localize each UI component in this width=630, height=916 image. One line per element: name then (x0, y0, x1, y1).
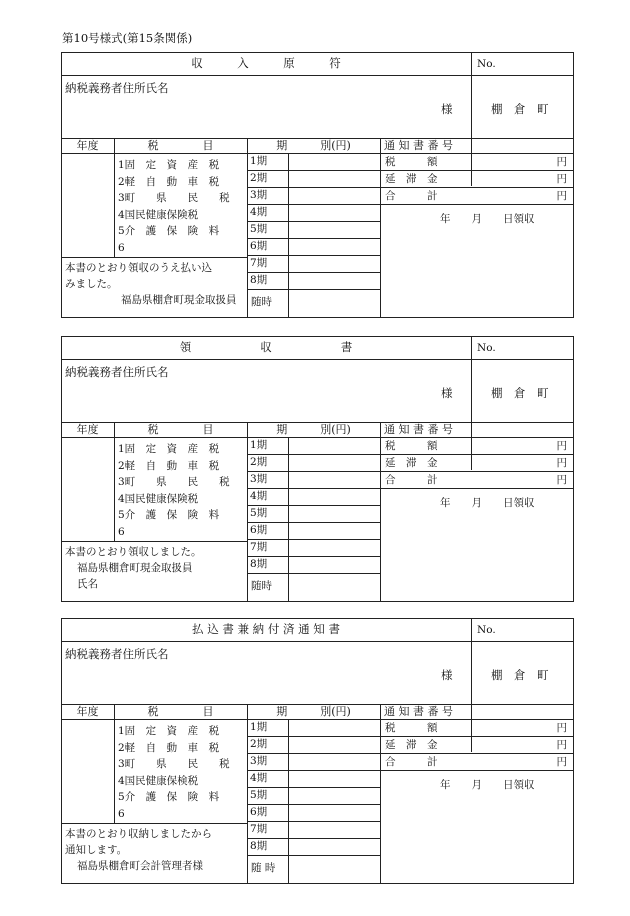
rule-horizontal (61, 317, 574, 318)
rule-vertical (61, 52, 62, 318)
rule-horizontal (61, 541, 247, 542)
yen-unit: 円 (556, 173, 567, 185)
amount-label: 税 額 (385, 722, 438, 734)
header-period: 期 別(円) (276, 139, 351, 152)
receipt-date: 年 月 日領収 (440, 779, 535, 791)
period-random: 随時 (251, 296, 272, 308)
tax-item: 1固 定 資 産 税 (118, 159, 220, 171)
period-label: 8期 (250, 274, 268, 286)
period-label: 8期 (250, 558, 268, 570)
sheet-title: 収 入 原 符 (191, 56, 341, 70)
period-label: 1期 (250, 439, 268, 451)
header-notice-number: 通 知 書 番 号 (384, 705, 453, 718)
rule-vertical (61, 618, 62, 884)
rule-vertical (471, 52, 472, 138)
rule-horizontal (61, 336, 574, 337)
receipt-statement-line: 本書のとおり領収のうえ払い込 (65, 262, 212, 274)
receipt-statement-line: 福島県棚倉町現金取扱員 (77, 562, 193, 574)
tax-item: 1固 定 資 産 税 (118, 443, 220, 455)
tax-item: 6 (118, 807, 125, 820)
period-label: 2期 (250, 456, 268, 468)
town-name: 棚 倉 町 (491, 668, 549, 682)
rule-vertical (114, 437, 115, 541)
tax-item: 1固 定 資 産 税 (118, 725, 220, 737)
header-tax-item: 税 目 (147, 423, 214, 436)
rule-vertical (61, 336, 62, 602)
header-tax-item: 税 目 (147, 139, 214, 152)
rule-horizontal (380, 471, 573, 472)
tax-item: 5介 護 保 険 料 (118, 791, 220, 803)
rule-vertical (471, 336, 472, 422)
rule-horizontal (380, 488, 573, 489)
period-label: 6期 (250, 806, 268, 818)
rule-horizontal (61, 437, 573, 438)
header-period: 期 別(円) (276, 705, 351, 718)
period-label: 2期 (250, 172, 268, 184)
sheet-title: 払 込 書 兼 納 付 済 通 知 書 (192, 622, 340, 636)
tax-item: 2軽 自 動 車 税 (118, 175, 220, 188)
rule-vertical (380, 704, 381, 883)
rule-horizontal (61, 883, 574, 884)
header-year: 年度 (76, 139, 99, 152)
period-label: 5期 (250, 223, 268, 235)
rule-horizontal (380, 454, 573, 455)
rule-horizontal (61, 601, 574, 602)
period-label: 5期 (250, 507, 268, 519)
rule-horizontal (61, 75, 573, 76)
tax-item: 5介 護 保 険 料 (118, 509, 220, 521)
rule-horizontal (247, 573, 380, 574)
yen-unit: 円 (556, 190, 567, 202)
sheet-title: 領 収 書 (179, 340, 353, 354)
period-label: 1期 (250, 155, 268, 167)
receipt-statement-line: 通知します。 (65, 844, 128, 856)
header-period: 期 別(円) (276, 423, 351, 436)
rule-horizontal (61, 618, 574, 619)
form-title: 第10号様式(第15条関係) (62, 31, 193, 45)
rule-vertical (247, 422, 248, 601)
form-sheet (61, 336, 573, 601)
yen-unit: 円 (556, 474, 567, 486)
tax-item: 2軽 自 動 車 税 (118, 459, 220, 472)
yen-unit: 円 (556, 722, 567, 734)
taxpayer-label: 納税義務者住所氏名 (65, 647, 169, 661)
period-label: 4期 (250, 206, 268, 218)
honorific-sama: 様 (441, 386, 453, 400)
yen-unit: 円 (556, 440, 567, 452)
period-label: 3期 (250, 473, 268, 485)
yen-unit: 円 (556, 457, 567, 469)
form-sheet (61, 618, 573, 883)
taxpayer-label: 納税義務者住所氏名 (65, 365, 169, 379)
rule-vertical (573, 336, 574, 602)
rule-vertical (471, 704, 472, 752)
rule-horizontal (380, 187, 573, 188)
receipt-date: 年 月 日領収 (440, 497, 535, 509)
period-label: 4期 (250, 490, 268, 502)
tax-item: 5介 護 保 険 料 (118, 225, 220, 237)
town-name: 棚 倉 町 (491, 386, 549, 400)
rule-horizontal (61, 719, 573, 720)
amount-label: 税 額 (385, 156, 438, 168)
rule-horizontal (61, 153, 573, 154)
rule-vertical (114, 719, 115, 823)
number-label: No. (477, 342, 496, 354)
rule-horizontal (61, 52, 574, 53)
town-name: 棚 倉 町 (491, 102, 549, 116)
tax-item: 2軽 自 動 車 税 (118, 741, 220, 754)
header-year: 年度 (76, 705, 99, 718)
rule-vertical (288, 153, 289, 317)
period-label: 1期 (250, 721, 268, 733)
honorific-sama: 様 (441, 668, 453, 682)
rule-horizontal (61, 641, 573, 642)
amount-label: 延 滞 金 (385, 173, 438, 185)
form-sheet (61, 52, 573, 317)
receipt-statement-line: 福島県棚倉町会計管理者様 (77, 860, 203, 872)
receipt-statement-line: 福島県棚倉町現金取扱員 (121, 294, 237, 306)
rule-vertical (471, 618, 472, 704)
number-label: No. (477, 624, 496, 636)
tax-item: 4国民健康保険税 (118, 492, 199, 505)
rule-horizontal (380, 170, 573, 171)
rule-vertical (247, 138, 248, 317)
honorific-sama: 様 (441, 102, 453, 116)
tax-item: 4国民健康保険税 (118, 208, 199, 221)
yen-unit: 円 (556, 756, 567, 768)
rule-vertical (114, 153, 115, 257)
number-label: No. (477, 58, 496, 70)
rule-horizontal (247, 855, 380, 856)
rule-vertical (380, 422, 381, 601)
rule-horizontal (61, 257, 247, 258)
rule-horizontal (380, 736, 573, 737)
period-label: 6期 (250, 524, 268, 536)
period-label: 3期 (250, 755, 268, 767)
tax-item: 4国民健康保検税 (118, 774, 199, 787)
tax-item: 6 (118, 241, 125, 254)
rule-vertical (573, 618, 574, 884)
period-label: 7期 (250, 257, 268, 269)
period-random: 随時 (251, 580, 272, 592)
rule-horizontal (380, 770, 573, 771)
amount-label: 税 額 (385, 440, 438, 452)
receipt-statement-line: 本書のとおり収納しましたから (65, 828, 212, 840)
period-label: 5期 (250, 789, 268, 801)
amount-label: 合 計 (385, 190, 438, 202)
amount-label: 合 計 (385, 756, 438, 768)
receipt-statement-line: みました。 (65, 278, 118, 290)
rule-horizontal (247, 289, 380, 290)
receipt-date: 年 月 日領収 (440, 213, 535, 225)
period-label: 3期 (250, 189, 268, 201)
amount-label: 延 滞 金 (385, 457, 438, 469)
period-random: 随 時 (251, 862, 276, 874)
header-tax-item: 税 目 (147, 705, 214, 718)
rule-vertical (288, 719, 289, 883)
period-label: 7期 (250, 823, 268, 835)
rule-horizontal (61, 823, 247, 824)
rule-horizontal (380, 753, 573, 754)
rule-vertical (471, 138, 472, 186)
amount-label: 合 計 (385, 474, 438, 486)
tax-item: 3町 県 民 税 (118, 758, 230, 770)
period-label: 6期 (250, 240, 268, 252)
rule-vertical (247, 704, 248, 883)
rule-horizontal (61, 359, 573, 360)
receipt-statement-line: 氏名 (77, 578, 98, 590)
rule-vertical (573, 52, 574, 318)
rule-vertical (471, 422, 472, 470)
rule-horizontal (380, 204, 573, 205)
header-notice-number: 通 知 書 番 号 (384, 423, 453, 436)
yen-unit: 円 (556, 739, 567, 751)
tax-item: 3町 県 民 税 (118, 476, 230, 488)
period-label: 7期 (250, 541, 268, 553)
period-label: 4期 (250, 772, 268, 784)
amount-label: 延 滞 金 (385, 739, 438, 751)
rule-vertical (380, 138, 381, 317)
header-year: 年度 (76, 423, 99, 436)
period-label: 8期 (250, 840, 268, 852)
tax-item: 3町 県 民 税 (118, 192, 230, 204)
rule-vertical (288, 437, 289, 601)
period-label: 2期 (250, 738, 268, 750)
tax-item: 6 (118, 525, 125, 538)
header-notice-number: 通 知 書 番 号 (384, 139, 453, 152)
yen-unit: 円 (556, 156, 567, 168)
taxpayer-label: 納税義務者住所氏名 (65, 81, 169, 95)
receipt-statement-line: 本書のとおり領収しました。 (65, 546, 202, 558)
